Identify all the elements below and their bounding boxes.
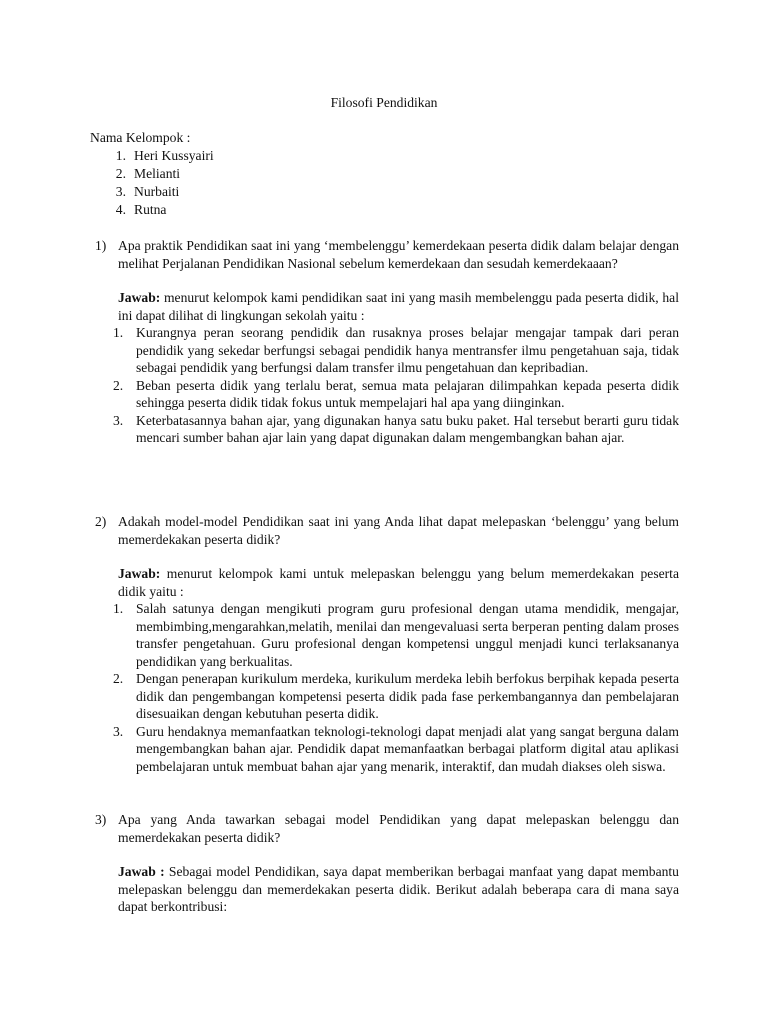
member-name: Rutna (134, 202, 167, 217)
answer-points-list (113, 324, 679, 447)
question-block-3 (95, 811, 679, 916)
member-item (90, 147, 390, 165)
answer-point-text: Salah satunya dengan mengikuti program guru profesional dengan utama mendidik, mengajar, membimbing,mengarahkan,melatih, menilai dan mengevaluasi serta berperan penting dalam proses transfer pengetahuan. Guru profesional dengan kompetensi unggul menjadi kunci terlaksananya pendidikan yang berkualitas. (136, 601, 679, 669)
question-text: Apa praktik Pendidikan saat ini yang ‘membelenggu’ kemerdekaan peserta didik dalam belajar dengan melihat Perjalanan Pendidikan Nasional sebelum kemerdekaan dan sesudah kemerdekaaan? (118, 238, 679, 271)
member-number: 2. (115, 166, 126, 181)
answer-text: menurut kelompok kami pendidikan saat ini yang masih membelenggu pada peserta didik, hal ini dapat dilihat di lingkungan sekolah yaitu : (118, 290, 679, 323)
answer-point-text: Keterbatasannya bahan ajar, yang digunakan hanya satu buku paket. Hal tersebut berarti guru tidak mencari sumber bahan ajar lain yang dapat digunakan dalam mengembangkan bahan ajar. (136, 412, 679, 445)
member-number: 4. (115, 202, 126, 217)
question-text: Apa yang Anda tawarkan sebagai model Pendidikan yang dapat melepaskan belenggu dan memerdekakan peserta didik? (118, 812, 679, 845)
answer-point (113, 377, 679, 412)
document-title: Filosofi Pendidikan (330, 95, 438, 110)
question-number: 3) (95, 812, 107, 827)
member-name: Nurbaiti (134, 184, 180, 199)
answer-point-number: 3. (113, 412, 124, 428)
answer-point-number: 2. (113, 671, 124, 686)
group-members-label: Nama Kelompok : (90, 130, 191, 145)
answer-text: menurut kelompok kami untuk melepaskan belenggu yang belum memerdekakan peserta didik yaitu : (118, 566, 679, 599)
answer-point-number: 1. (113, 325, 124, 340)
answer-point (113, 600, 679, 670)
member-name: Melianti (134, 166, 181, 181)
answer-label: Jawab: (118, 290, 161, 305)
answer-point-text: Dengan penerapan kurikulum merdeka, kurikulum merdeka lebih berfokus berpihak kepada peserta didik dan pengembangan kompetensi peserta didik pada fase perkembangannya dan pembelajaran disesuaikan dengan kebutuhan peserta didik. (136, 671, 679, 721)
member-item (90, 165, 390, 183)
answer-paragraph (118, 289, 679, 324)
member-name: Heri Kussyairi (134, 148, 214, 163)
member-number: 1. (115, 148, 126, 163)
question-heading (95, 811, 679, 846)
answer-point-text: Guru hendaknya memanfaatkan teknologi-teknologi dapat menjadi alat yang sangat berguna dalam mengembangkan bahan ajar. Pendidik dapat memanfaatkan berbagai platform digital atau aplikasi pembelajaran untuk membuat bahan ajar yang menarik, interaktif, dan mudah diakses oleh siswa. (136, 723, 679, 774)
answer-text: Sebagai model Pendidikan, saya dapat memberikan berbagai manfaat yang dapat membantu melepaskan belenggu dan memerdekakan peserta didik. Berikut adalah beberapa cara di mana saya dapat berkontribusi: (118, 864, 679, 914)
answer-point-number: 3. (113, 723, 124, 739)
answer-label: Jawab: (118, 566, 161, 581)
answer-paragraph (118, 565, 679, 600)
question-heading (95, 513, 679, 548)
answer-point-text: Beban peserta didik yang terlalu berat, semua mata pelajaran dilimpahkan kepada peserta didik sehingga peserta didik tidak fokus untuk mempelajari hal apa yang diinginkan. (136, 377, 679, 410)
question-block-2 (95, 513, 679, 775)
answer-point (113, 412, 679, 447)
question-text: Adakah model-model Pendidikan saat ini yang Anda lihat dapat melepaskan ‘belenggu’ yang belum memerdekakan peserta didik? (118, 514, 679, 547)
member-number: 3. (115, 184, 126, 199)
question-heading (95, 237, 679, 272)
answer-points-list (113, 600, 679, 775)
answer-point (113, 670, 679, 723)
question-block-1 (95, 237, 679, 447)
answer-label: Jawab : (118, 864, 165, 879)
answer-point (113, 723, 679, 776)
question-number: 1) (95, 238, 107, 253)
answer-point-number: 1. (113, 601, 124, 616)
member-item (90, 183, 390, 201)
answer-point-text: Kurangnya peran seorang pendidik dan rusaknya proses belajar mengajar tampak dari peran pendidik yang sekedar berfungsi sebagai pendidik hanya mentransfer ilmu pengetahuan saja, tidak sebagai pendidik yang berfungsi dalam transfer ilmu pengetahuan dan kepribadian. (136, 325, 679, 375)
answer-point (113, 324, 679, 377)
member-item (90, 201, 390, 219)
group-members-list (90, 147, 390, 219)
answer-point-number: 2. (113, 377, 124, 393)
answer-paragraph (118, 863, 679, 916)
question-number: 2) (95, 514, 107, 529)
